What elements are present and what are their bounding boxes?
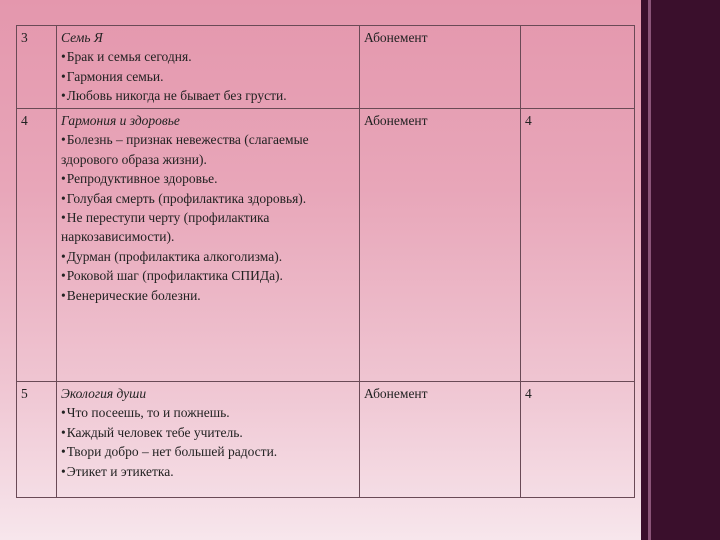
hours-cell: 4 [521,382,635,498]
topic-cell [57,109,360,382]
row-number-cell: 4 [17,109,57,382]
topic-list [61,403,355,481]
list-item: • Любовь никогда не бывает без грусти. [61,86,355,105]
topic-cell [57,26,360,109]
list-item: • Твори добро – нет большей радости. [61,442,355,461]
list-item: • Голубая смерть (профилактика здоровья). [61,189,355,208]
decorative-side-strip [641,0,720,540]
hours-cell [521,26,635,109]
list-item: • Этикет и этикетка. [61,462,355,481]
form-cell: Абонемент [360,26,521,109]
list-item: • Роковой шаг (профилактика СПИДа). [61,266,355,285]
list-item: • Гармония семьи. [61,67,355,86]
list-item: • Не переступи черту (профилактика наркозависимости). [61,208,355,247]
list-item: • Брак и семья сегодня. [61,47,355,66]
program-table [16,25,635,498]
hours-cell: 4 [521,109,635,382]
topic-title: Семь Я [61,30,103,45]
topic-list [61,130,355,305]
topic-title: Экология души [61,386,147,401]
topic-list [61,47,355,105]
topic-title: Гармония и здоровье [61,113,180,128]
table-row [17,109,635,382]
row-number-cell: 3 [17,26,57,109]
table-row [17,26,635,109]
row-number-cell: 5 [17,382,57,498]
list-item: • Дурман (профилактика алкоголизма). [61,247,355,266]
table-row [17,382,635,498]
list-item: • Венерические болезни. [61,286,355,305]
topic-cell [57,382,360,498]
list-item: • Болезнь – признак невежества (слагаемые здорового образа жизни). [61,130,355,169]
decorative-side-line [648,0,651,540]
form-cell: Абонемент [360,382,521,498]
list-item: • Репродуктивное здоровье. [61,169,355,188]
list-item: • Что посеешь, то и пожнешь. [61,403,355,422]
list-item: • Каждый человек тебе учитель. [61,423,355,442]
form-cell: Абонемент [360,109,521,382]
